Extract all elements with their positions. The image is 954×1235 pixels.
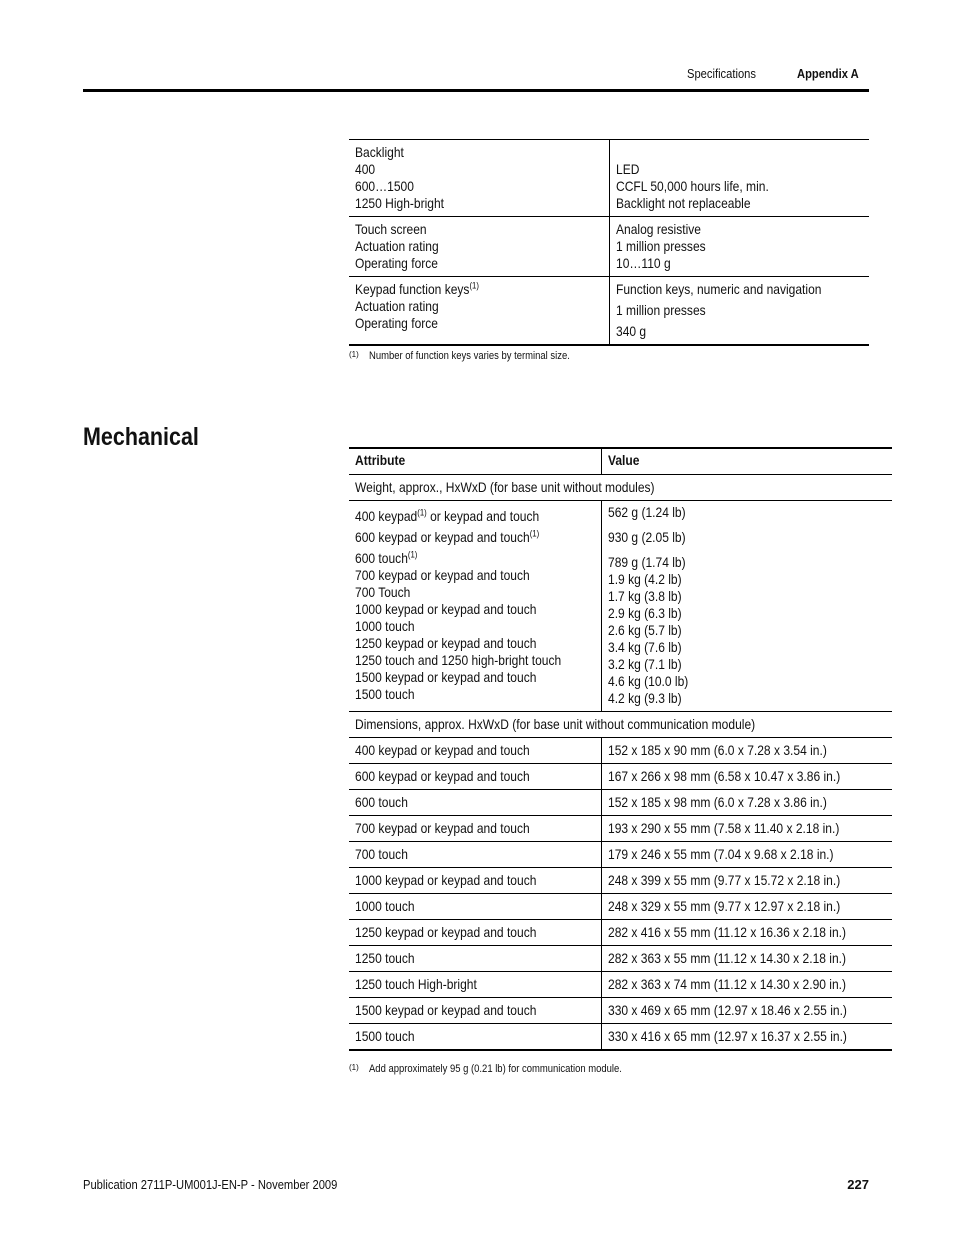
footnote-ref: (1) [417,507,427,518]
weight-heading: Weight, approx., HxWxD (for base unit without modules) [349,475,892,501]
table-row [349,998,892,1024]
weight-value-line: 1.9 kg (4.2 lb) [607,571,682,587]
section-title-mechanical: Mechanical [83,423,199,451]
header-appendix: Appendix A [797,66,859,81]
footnote-ref: (1) [407,549,418,560]
footnote-mechanical [349,1063,663,1075]
table-row [349,894,892,920]
table-row [349,972,892,998]
footnote-ref: (1) [469,280,479,291]
footer-publication: Publication 2711P-UM001J-EN-P - November 2009 [83,1177,338,1192]
dimension-value: 179 x 246 x 55 mm (7.04 x 9.68 x 2.18 in.) [601,842,891,868]
table-row [349,277,869,346]
dimension-value: 152 x 185 x 90 mm (6.0 x 7.28 x 3.54 in.) [601,738,891,764]
attribute-line: Actuation rating [355,238,439,254]
dimension-attribute: 700 touch [349,842,601,868]
weight-value-cell [601,501,891,712]
weight-attribute-line: 600 touch$^{(1)}$ [355,549,418,566]
value-cell [609,217,869,277]
dimension-attribute: 1250 touch [349,946,601,972]
header-section: Specifications [687,66,757,81]
table-row [349,217,869,277]
attribute-line: Operating force [355,315,438,331]
weight-attribute-line: 600 keypad or keypad and touch$^{(1)}$ [355,528,540,545]
attribute-line: Operating force [355,255,438,271]
footnote-text: Number of function keys varies by terminal size. [368,350,570,362]
attribute-line: Backlight [355,144,404,160]
weight-value-line: 4.6 kg (10.0 lb) [607,673,689,689]
weight-attribute-line: 400 keypad$^{(1)}$ or keypad and touch [355,507,540,524]
dimension-attribute: 700 keypad or keypad and touch [349,816,601,842]
dimension-attribute: 1250 keypad or keypad and touch [349,920,601,946]
dimension-attribute: 1000 keypad or keypad and touch [349,868,601,894]
weight-values-row [349,501,892,712]
dimension-value: 330 x 469 x 65 mm (12.97 x 18.46 x 2.55 in.) [601,998,891,1024]
table-row [349,946,892,972]
header-value: Value [601,448,891,475]
attribute-cell [349,140,609,217]
dimension-value: 152 x 185 x 98 mm (6.0 x 7.28 x 3.86 in.) [601,790,891,816]
display-spec-table [349,139,869,346]
weight-value-line: 3.4 kg (7.6 lb) [607,639,682,655]
dimension-value: 282 x 363 x 55 mm (11.12 x 14.30 x 2.18 in.) [601,946,891,972]
weight-attribute-line: 1500 keypad or keypad and touch [355,669,537,685]
table-row [349,140,869,217]
weight-value-line: 2.9 kg (6.3 lb) [607,605,682,621]
weight-value-line: 1.7 kg (3.8 lb) [607,588,682,604]
weight-attribute-line: 1000 touch [355,618,415,634]
weight-attribute-cell [349,501,601,712]
dimension-value: 167 x 266 x 98 mm (6.58 x 10.47 x 3.86 in.) [601,764,891,790]
table-row [349,868,892,894]
table-row [349,790,892,816]
attribute-cell [349,217,609,277]
weight-attribute-line: 1250 touch and 1250 high-bright touch [355,652,562,668]
value-line: LED [615,161,639,177]
value-cell [609,140,869,217]
value-line: CCFL 50,000 hours life, min. [615,178,769,194]
dimension-value: 282 x 416 x 55 mm (11.12 x 16.36 x 2.18 in.) [601,920,891,946]
table-row [349,920,892,946]
weight-attribute-line: 700 keypad or keypad and touch [355,567,530,583]
dimension-attribute: 600 touch [349,790,601,816]
dimension-value: 248 x 399 x 55 mm (9.77 x 15.72 x 2.18 in.) [601,868,891,894]
weight-value-line: 3.2 kg (7.1 lb) [607,656,682,672]
mechanical-spec-table [349,447,892,1051]
attribute-cell [349,277,609,346]
dimension-attribute: 1250 touch High-bright [349,972,601,998]
value-line: 1 million presses [615,238,706,254]
dimension-attribute: 1000 touch [349,894,601,920]
running-header [687,66,869,81]
weight-attribute-line: 1250 keypad or keypad and touch [355,635,537,651]
weight-value-line: 562 g (1.24 lb) [607,504,686,520]
attribute-line: Actuation rating [355,298,439,314]
dimension-attribute: 1500 keypad or keypad and touch [349,998,601,1024]
table-row [349,816,892,842]
dimension-value: 193 x 290 x 55 mm (7.58 x 11.40 x 2.18 in.) [601,816,891,842]
footnote-display [349,350,602,362]
table-header-row [349,448,892,475]
footnote-marker: (1) [349,350,359,359]
value-line: 340 g [615,323,646,339]
weight-attribute-line: 1500 touch [355,686,415,702]
dimension-attribute: 400 keypad or keypad and touch [349,738,601,764]
weight-attribute-line: 1000 keypad or keypad and touch [355,601,537,617]
table-row [349,764,892,790]
value-line: 1 million presses [615,302,706,318]
attribute-line: Touch screen [355,221,427,237]
attribute-text: Keypad function keys [355,281,470,297]
value-line [616,144,829,161]
attribute-line: 1250 High-bright [355,195,445,211]
value-line: Backlight not replaceable [615,195,751,211]
weight-value-line: 930 g (2.05 lb) [607,529,686,545]
value-line: 10…110 g [615,255,671,271]
dimension-value: 330 x 416 x 65 mm (12.97 x 16.37 x 2.55 in.) [601,1024,891,1051]
value-cell [609,277,869,346]
value-line: Function keys, numeric and navigation [615,281,821,297]
dimensions-heading-row [349,712,892,738]
dimension-value: 248 x 329 x 55 mm (9.77 x 12.97 x 2.18 in.) [601,894,891,920]
attribute-line: 400 [355,161,376,177]
header-rule [83,89,869,92]
attribute-line: 600…1500 [355,178,414,194]
header-attribute: Attribute [349,448,601,475]
table-row [349,738,892,764]
page-number: 227 [847,1177,869,1192]
weight-value-line: 4.2 kg (9.3 lb) [607,690,682,706]
table-row [349,842,892,868]
weight-value-line: 789 g (1.74 lb) [607,554,686,570]
dimension-attribute: 1500 touch [355,1028,415,1044]
footnote-text: Add approximately 95 g (0.21 lb) for communication module. [368,1063,622,1075]
value-line: Analog resistive [615,221,701,237]
weight-attribute-line: 700 Touch [355,584,411,600]
weight-value-line: 2.6 kg (5.7 lb) [607,622,682,638]
footnote-ref: (1) [529,528,540,539]
table-row [349,1024,892,1051]
dimension-value: 282 x 363 x 74 mm (11.12 x 14.30 x 2.90 in.) [601,972,891,998]
footnote-marker: (1) [349,1063,359,1072]
weight-heading-row [349,475,892,501]
attribute-line [355,281,568,298]
dimensions-heading: Dimensions, approx. HxWxD (for base unit without communication module) [349,712,892,738]
dimension-attribute: 600 keypad or keypad and touch [349,764,601,790]
